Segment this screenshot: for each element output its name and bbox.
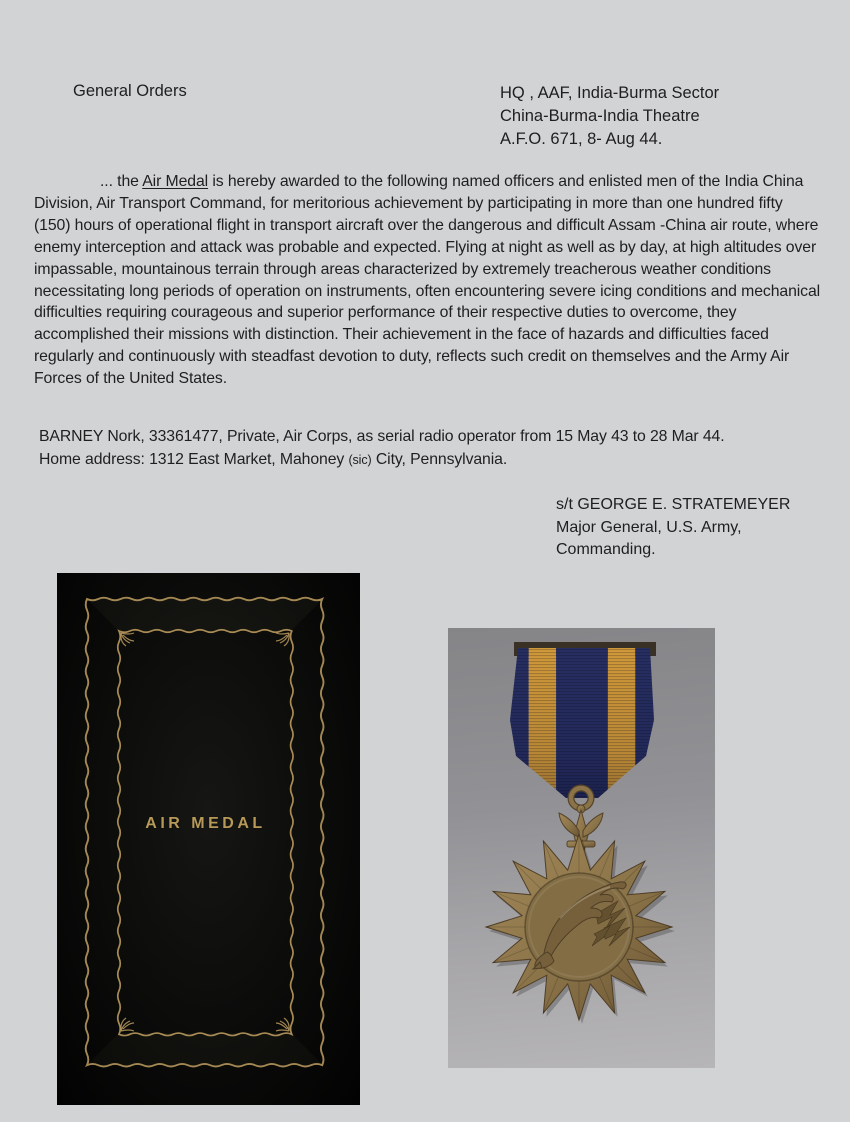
header-theatre-line: China-Burma-India Theatre (500, 107, 700, 125)
header-left-title: General Orders (73, 82, 187, 100)
case-label: AIR MEDAL (145, 815, 266, 832)
citation-text: is hereby awarded to the following named officers and enlisted men of the India China Division, Air Transport Command, for meritorious achievement by participating in more than one hundred fifty (150) hours of operational flight in transport aircraft over the dangerous and difficult Assam -China air route, where enemy interception and attack was probable and expected. Flying at night as well as by day, at high altitudes over impassable, mountainous terrain through areas characterized by extremely treacherous weather conditions necessitating long periods of operation on instruments, often encountering severe icing conditions and mechanical difficulties requiring courageous and superior performance of their respective duties to overcome, they accomplished their missions with distinction. Their achievement in the face of hazards and difficulties faced regularly and continuously with steadfast devotion to duty, reflects such credit on themselves and the Army Air Forces of the United States. (34, 173, 821, 388)
header-order-number-line: A.F.O. 671, 8- Aug 44. (500, 130, 663, 148)
recipient-block (39, 426, 819, 471)
air-medal-graphic (448, 628, 715, 1068)
citation-paragraph (34, 171, 822, 390)
sic-note: (sic) (348, 452, 372, 467)
signature-block (556, 494, 790, 562)
air-medal-underlined: Air Medal (142, 173, 209, 190)
recipient-address-end: City, Pennsylvania. (371, 450, 508, 468)
header-right-block (500, 82, 719, 151)
case-gold-border-graphic (57, 573, 360, 1105)
recipient-address: Home address: 1312 East Market, Mahoney (39, 450, 349, 468)
citation-prefix: ... the (100, 173, 143, 190)
recipient-line2 (39, 449, 819, 472)
signature-rank: Major General, U.S. Army, (556, 518, 742, 536)
header-hq-line: HQ , AAF, India-Burma Sector (500, 84, 720, 102)
signature-commanding: Commanding. (556, 541, 656, 559)
recipient-line1: BARNEY Nork, 33361477, Private, Air Corps, as serial radio operator from 15 May 43 to 28 Mar 44. (39, 428, 725, 445)
signature-name: s/t GEORGE E. STRATEMEYER (556, 496, 791, 513)
medal-case-photo (57, 573, 360, 1105)
air-medal-photo (448, 628, 715, 1068)
